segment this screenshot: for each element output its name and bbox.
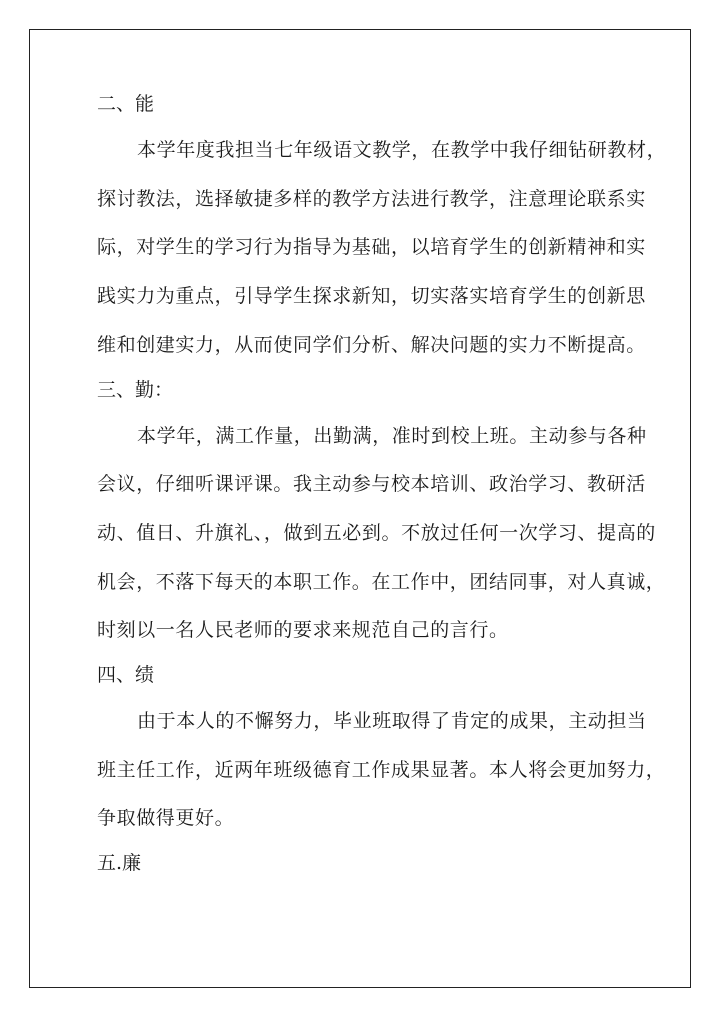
paragraph-line: 本学年，满工作量，出勤满，准时到校上班。主动参与各种 [137,424,647,447]
paragraph-line: 班主任工作，近两年班级德育工作成果显著。本人将会更加努力， [97,758,666,781]
paragraph-line: 本学年度我担当七年级语文教学，在教学中我仔细钻研教材， [137,139,667,161]
paragraph-line: 机会，不落下每天的本职工作。在工作中，团结同事，对人真诚， [97,570,666,593]
section-paragraph-neng [57,126,667,370]
paragraph-line: 会议，仔细听课评课。我主动参与校本培训、政治学习、教研活 [97,473,646,496]
section-paragraph-qin [57,412,666,656]
section-heading-neng: 二、能 [97,93,155,115]
section-heading-qin: 三、勤： [97,378,174,401]
paragraph-line: 维和创建实力，从而使同学们分析、解决问题的实力不断提高。 [97,333,646,356]
section-heading-lian: 五.廉 [97,852,142,875]
section-heading-ji: 四、绩 [97,664,155,687]
paragraph-line: 由于本人的不懈努力，毕业班取得了肯定的成果，主动担当 [137,710,647,733]
paragraph-line: 争取做得更好。 [97,807,235,830]
section-paragraph-ji [57,697,666,843]
paragraph-line: 动、值日、升旗礼、，做到五必到。不放过任何一次学习、提高的 [97,521,656,544]
paragraph-line: 际，对学生的学习行为指导为基础，以培育学生的创新精神和实 [97,236,646,259]
paragraph-line: 时刻以一名人民老师的要求来规范自己的言行。 [97,619,509,642]
document-body [57,91,667,897]
paragraph-line: 践实力为重点，引导学生探求新知，切实落实培育学生的创新思 [97,285,646,308]
paragraph-line: 探讨教法，选择敏捷多样的教学方法进行教学，注意理论联系实 [97,187,646,210]
